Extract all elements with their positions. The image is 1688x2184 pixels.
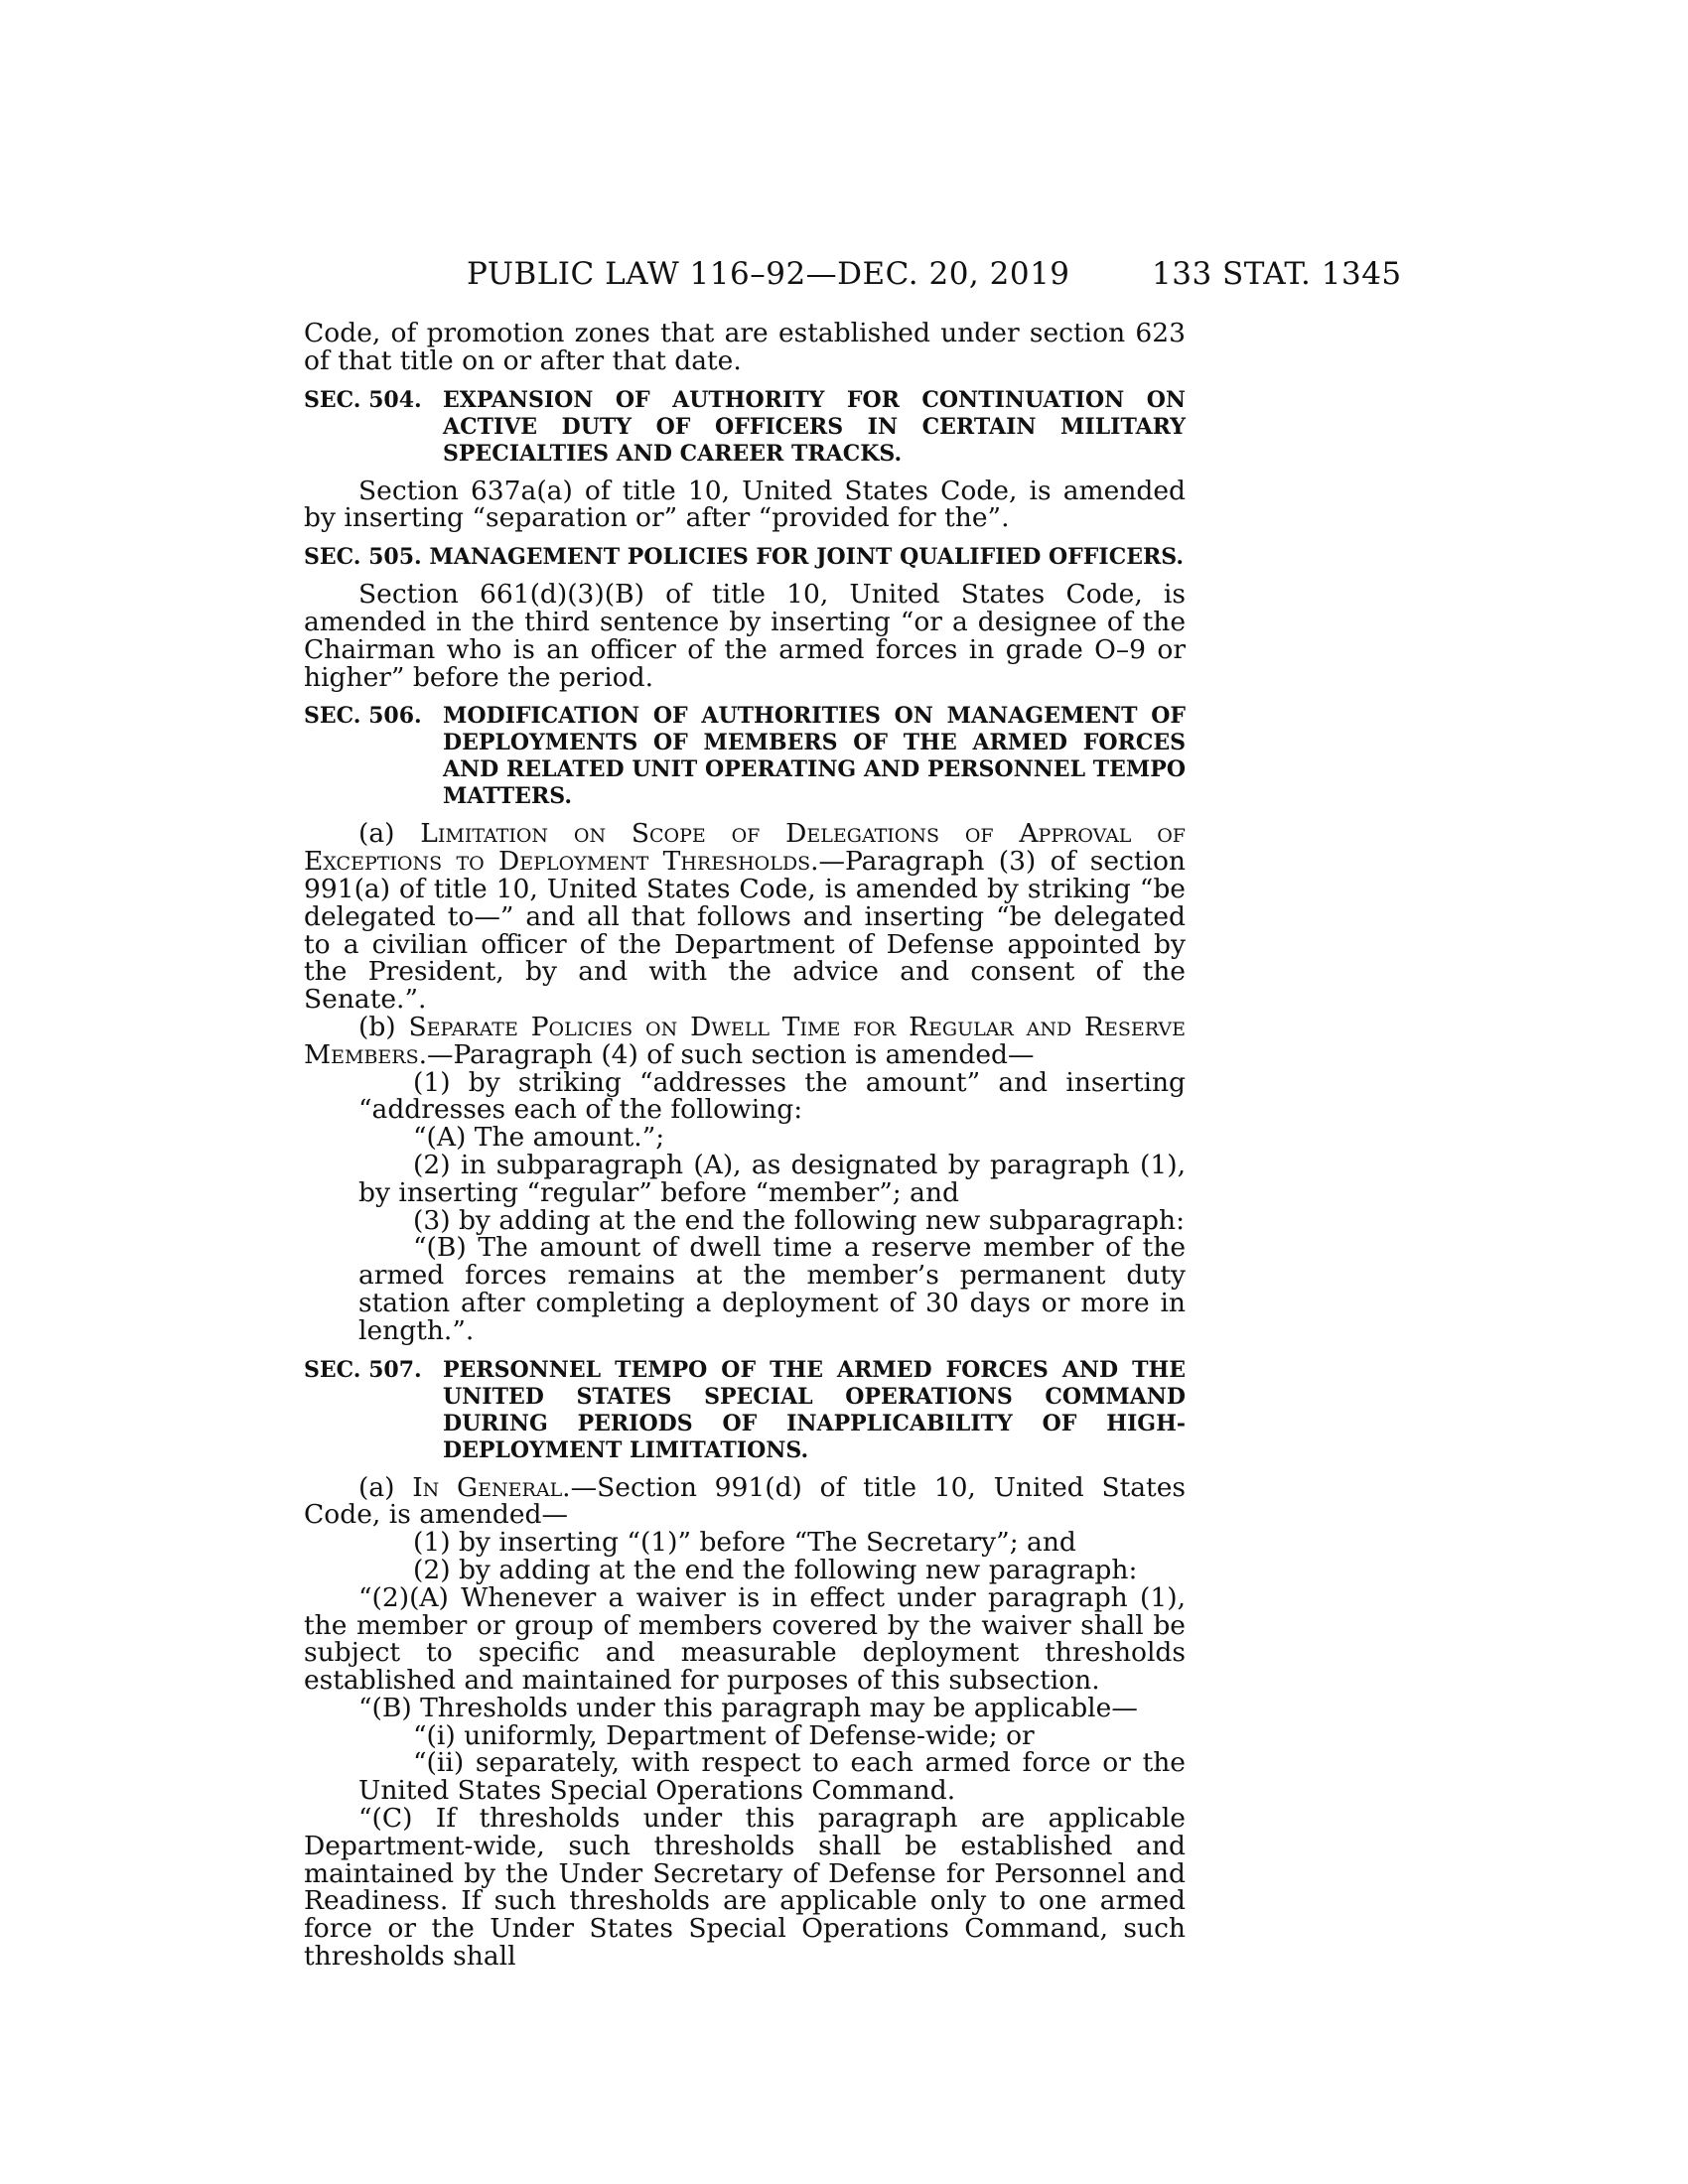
paragraph-506-b-2: (2) in subparagraph (A), as designated by paragraph (1), by inserting “regular” before “member”; and [358, 1149, 1186, 1208]
paragraph-506-b-1: (1) by striking “addresses the amount” and inserting “addresses each of the following: [358, 1066, 1186, 1126]
running-head-title: PUBLIC LAW 116–92—DEC. 20, 2019 [467, 256, 1070, 292]
paragraph-506-b-3-B: “(B) The amount of dwell time a reserve member of the armed forces remains at the member’s permanent duty station after completing a deployment of 30 days or more in length.”. [358, 1232, 1186, 1346]
section-title: EXPANSION OF AUTHORITY FOR CONTINUATION ON ACTIVE DUTY OF OFFICERS IN CERTAIN MILITARY SPECIALTIES AND CAREER TRACKS. [443, 386, 1186, 467]
paragraph-506-b-3: (3) by adding at the end the following new subparagraph: [413, 1204, 1186, 1236]
subsection-label: (a) [358, 1471, 395, 1503]
section-505-text: Section 661(d)(3)(B) of title 10, United States Code, is amended in the third sentence by inserting “or a designee of the Chairman who is an officer of the armed forces in grade O–9 or higher” before the period. [304, 579, 1186, 693]
subsection-label: (b) [358, 1011, 396, 1042]
section-504-text: Section 637a(a) of title 10, United States Code, is amended by inserting “separation or” after “provided for the”. [304, 475, 1186, 534]
subsection-text: —Paragraph (3) of section 991(a) of title 10, United States Code, is amended by striking “be delegated to—” and all that follows and inserting “be delegated to a civilian officer of the Department of Defense appointed by the President, by and with the advice and consent of the Senate.”. [304, 846, 1186, 1016]
subsection-caption: Limitation on Scope of Delegations of Approval of Exceptions to Deployment Thresholds. [304, 818, 1186, 878]
paragraph-507-C: “(C) If thresholds under this paragraph are applicable Department-wide, such thresholds shall be established and maintained by the Under Secretary of Defense for Personnel and Readiness. If such thresholds are applicable only to one armed force or the Under States Special Operations Command, such thresholds shall [304, 1803, 1186, 1973]
section-number: SEC. 505. [304, 544, 422, 571]
paragraph-507-B: “(B) Thresholds under this paragraph may be applicable— [358, 1692, 1138, 1723]
subsection-506-a [304, 820, 1186, 1014]
section-505-heading [304, 544, 1186, 571]
section-number: SEC. 506. [304, 703, 422, 730]
section-title: MODIFICATION OF AUTHORITIES ON MANAGEMENT OF DEPLOYMENTS OF MEMBERS OF THE ARMED FORCES AND RELATED UNIT OPERATING AND PERSONNEL TEMPO MATTERS. [443, 703, 1186, 810]
subsection-506-b [304, 1011, 1186, 1070]
section-number: SEC. 504. [304, 386, 422, 413]
running-head [467, 256, 1460, 296]
section-506-heading [304, 703, 1186, 810]
section-title: PERSONNEL TEMPO OF THE ARMED FORCES AND THE UNITED STATES SPECIAL OPERATIONS COMMAND DURING PERIODS OF INAPPLICABILITY OF HIGH-DEPLOYMENT LIMITATIONS. [443, 1356, 1186, 1463]
subsection-507-a [304, 1471, 1186, 1531]
subsection-label: (a) [358, 818, 395, 850]
subsection-text: —Section 991(d) of title 10, United States Code, is amended— [304, 1471, 1186, 1531]
subsection-text: —Paragraph (4) of such section is amended— [427, 1038, 1035, 1070]
clause-507-B-i: “(i) uniformly, Department of Defense-wide; or [413, 1719, 1035, 1751]
paragraph-507-a-2: (2) by adding at the end the following new paragraph: [413, 1554, 1138, 1585]
paragraph-507-a-1: (1) by inserting “(1)” before “The Secretary”; and [413, 1527, 1076, 1559]
document-body [304, 320, 1186, 1971]
intro-paragraph: Code, of promotion zones that are established under section 623 of that title on or after that date. [304, 318, 1186, 376]
section-504-heading [304, 387, 1186, 468]
statute-page-citation: 133 STAT. 1345 [1152, 256, 1402, 292]
paragraph-507-2-A: “(2)(A) Whenever a waiver is in effect under paragraph (1), the member or group of members covered by the waiver shall be subject to specific and measurable deployment thresholds established and maintained for purposes of this subsection. [304, 1581, 1186, 1697]
subsection-caption: Separate Policies on Dwell Time for Regular and Reserve Members. [304, 1011, 1186, 1070]
section-507-heading [304, 1357, 1186, 1464]
paragraph-506-b-1-A: “(A) The amount.”; [413, 1122, 665, 1154]
section-number: SEC. 507. [304, 1356, 422, 1383]
section-title: MANAGEMENT POLICIES FOR JOINT QUALIFIED OFFICERS. [429, 544, 1185, 571]
clause-507-B-ii: “(ii) separately, with respect to each armed force or the United States Special Operations Command. [358, 1747, 1186, 1807]
subsection-caption: In General. [412, 1471, 571, 1503]
